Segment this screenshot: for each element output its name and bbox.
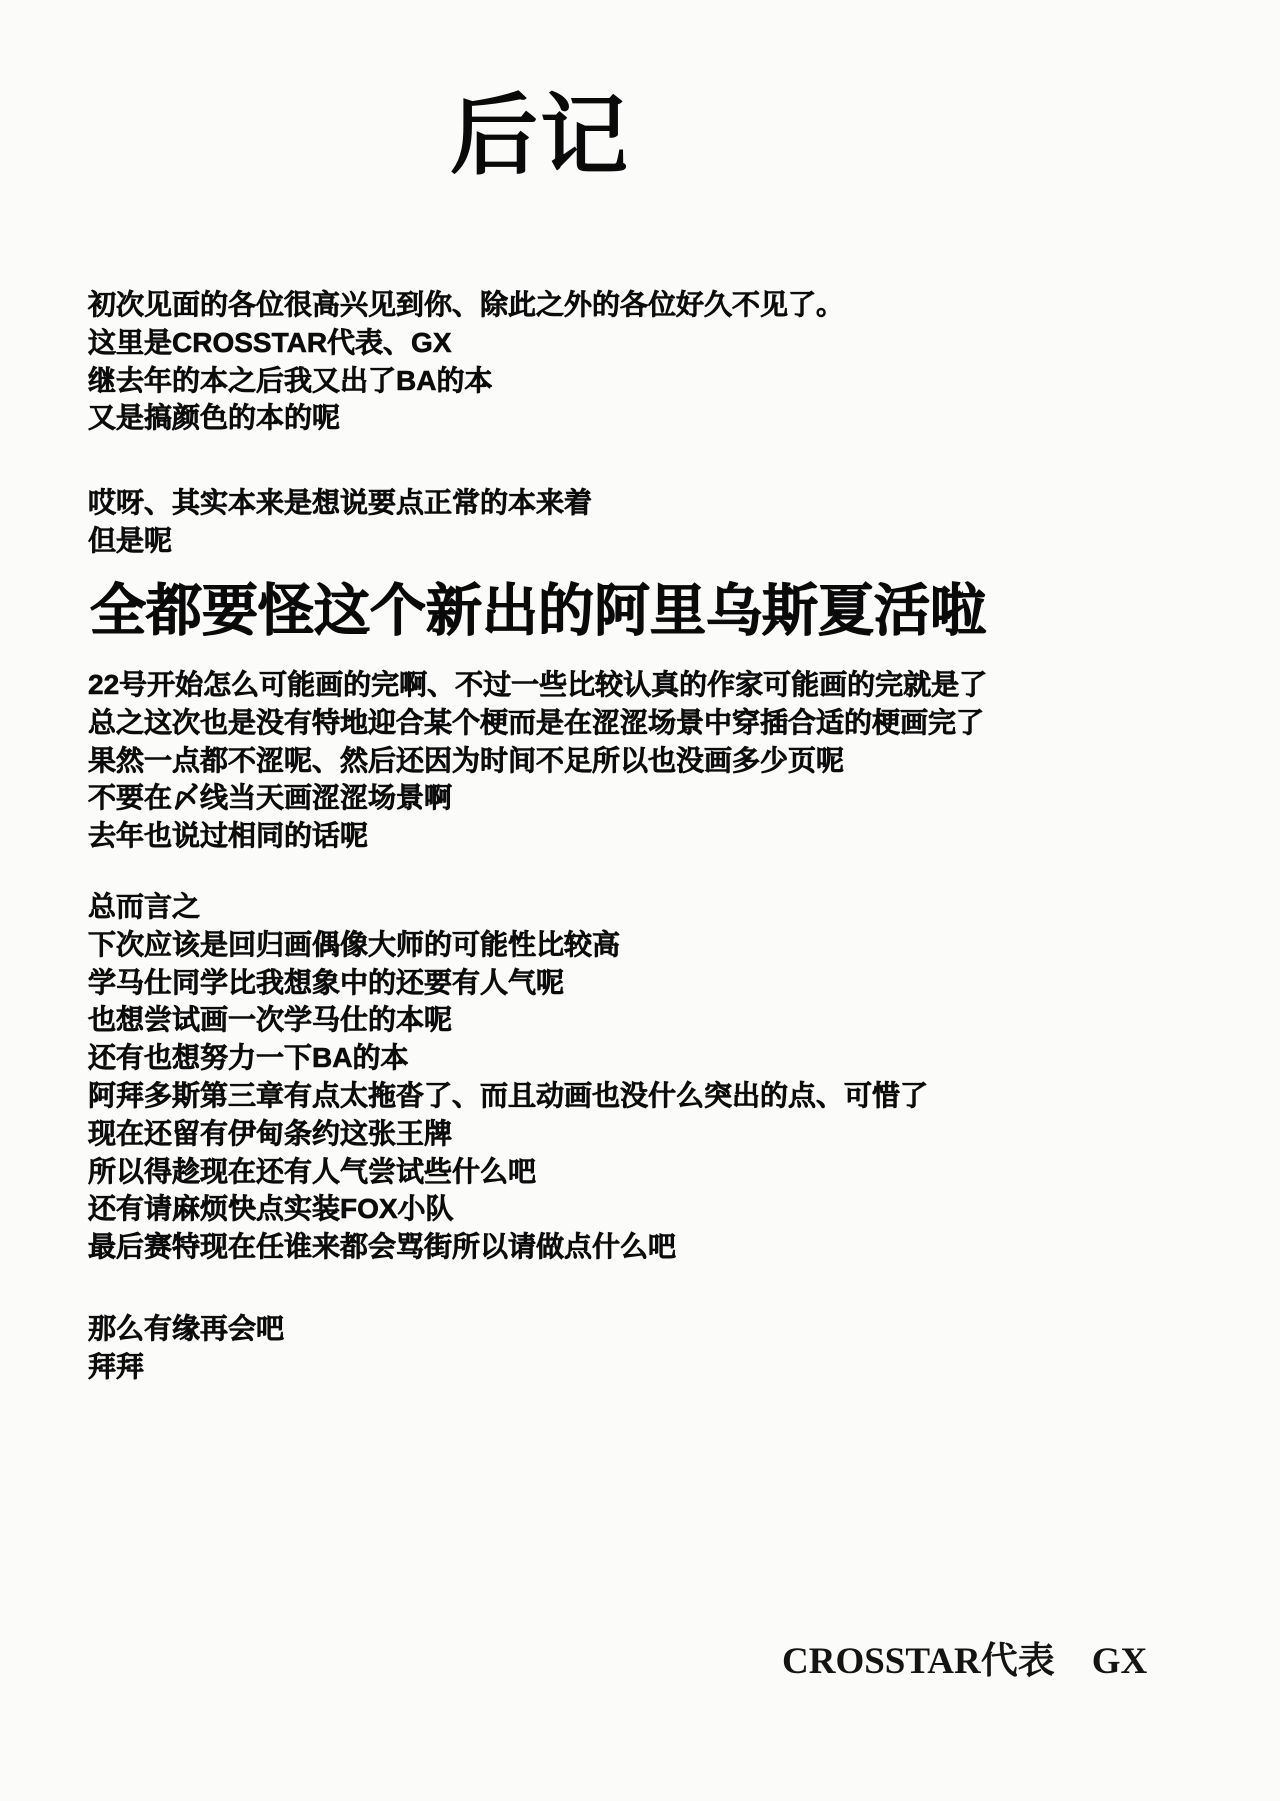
text-line: 总之这次也是没有特地迎合某个梗而是在涩涩场景中穿插合适的梗画完了 xyxy=(88,706,985,738)
text-line: 还有也想努力一下BA的本 xyxy=(88,1042,409,1074)
text-line: 不要在〆线当天画涩涩场景啊 xyxy=(88,782,453,814)
text-line: 最后赛特现在任谁来都会骂街所以请做点什么吧 xyxy=(88,1231,677,1263)
paragraph-excuse xyxy=(88,484,592,560)
text-line: 去年也说过相同的话呢 xyxy=(88,820,369,852)
text-line: 果然一点都不涩呢、然后还因为时间不足所以也没画多少页呢 xyxy=(88,744,845,776)
paragraph-details xyxy=(88,666,987,855)
paragraph-intro xyxy=(88,286,844,437)
text-line: 所以得趁现在还有人气尝试些什么吧 xyxy=(88,1155,537,1187)
page-title: 后记 xyxy=(449,89,630,186)
text-line: 总而言之 xyxy=(88,891,201,922)
text-line: 这里是CROSSTAR代表、GX xyxy=(88,326,452,358)
text-line: 但是呢 xyxy=(88,524,173,556)
paragraph-farewell xyxy=(88,1310,284,1386)
paragraph-future xyxy=(88,888,928,1266)
text-line: 那么有缘再会吧 xyxy=(88,1313,285,1344)
text-line: 阿拜多斯第三章有点太拖沓了、而且动画也没什么突出的点、可惜了 xyxy=(88,1079,929,1111)
signature: CROSSTAR代表 GX xyxy=(782,1641,1148,1682)
text-line: 也想尝试画一次学马仕的本呢 xyxy=(88,1004,453,1036)
text-line: 初次见面的各位很高兴见到你、除此之外的各位好久不见了。 xyxy=(88,289,845,320)
text-line: 现在还留有伊甸条约这张王牌 xyxy=(88,1117,453,1149)
text-line: 还有请麻烦快点实装FOX小队 xyxy=(88,1193,454,1225)
text-line: 哎呀、其实本来是想说要点正常的本来着 xyxy=(88,487,593,518)
text-line: 继去年的本之后我又出了BA的本 xyxy=(88,364,493,396)
text-line: 拜拜 xyxy=(88,1350,145,1382)
text-line: 22号开始怎么可能画的完啊、不过一些比较认真的作家可能画的完就是了 xyxy=(88,669,988,700)
text-line: 下次应该是回归画偶像大师的可能性比较高 xyxy=(88,928,621,960)
headline-blame: 全都要怪这个新出的阿里乌斯夏活啦 xyxy=(90,579,986,642)
text-line: 学马仕同学比我想象中的还要有人气呢 xyxy=(88,966,565,998)
text-line: 又是搞颜色的本的呢 xyxy=(88,402,341,434)
